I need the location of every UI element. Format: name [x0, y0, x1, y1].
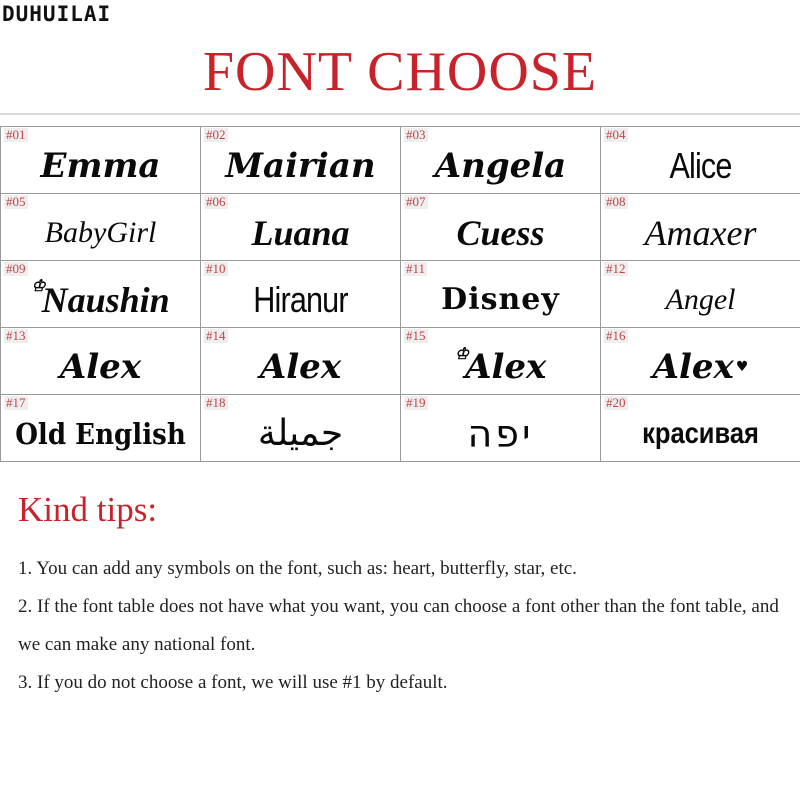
font-number: #12: [606, 261, 626, 276]
font-number: #14: [206, 328, 226, 343]
crown-icon: ♔: [454, 344, 470, 363]
tip-item: 1. You can add any symbols on the font, such as: heart, butterfly, star, etc.: [18, 558, 577, 579]
font-number: #05: [6, 194, 26, 209]
font-number: #17: [6, 395, 26, 410]
font-number: #19: [406, 395, 426, 410]
font-cell: [601, 395, 800, 462]
font-number: #07: [406, 194, 426, 209]
font-cell: [601, 261, 800, 328]
title-divider: [0, 113, 800, 115]
font-cell: [1, 127, 201, 194]
font-row: [1, 194, 800, 261]
font-sample: Mairian: [225, 146, 376, 186]
font-cell: [1, 328, 201, 395]
font-number: #16: [606, 328, 626, 343]
font-number: #04: [606, 127, 626, 142]
font-sample: Luana: [251, 213, 350, 253]
font-number: #18: [206, 395, 226, 410]
font-sample: Old English: [15, 416, 186, 451]
font-sample-text: Alex: [465, 347, 547, 387]
font-table: [0, 126, 800, 462]
tip-item: 3. If you do not choose a font, we will use #1 by default.: [18, 672, 448, 693]
font-cell: [401, 127, 601, 194]
font-sample: יפה: [467, 412, 534, 456]
font-number: #15: [406, 328, 426, 343]
font-cell: [1, 395, 201, 462]
font-row: [1, 261, 800, 328]
font-number: #01: [6, 127, 26, 142]
crown-icon: ♔: [31, 278, 46, 295]
font-cell: [1, 261, 201, 328]
font-cell: [201, 261, 401, 328]
font-sample: [601, 340, 800, 394]
font-sample: جميلة: [257, 413, 344, 454]
font-sample: Amaxer: [644, 213, 757, 253]
font-sample: [1, 273, 200, 327]
brand-watermark: DUHUILAI: [2, 2, 112, 26]
tip-item: 2. If the font table does not have what you want, you can choose a font other than the font table, and we can make any national font.: [18, 596, 779, 655]
font-cell: [401, 261, 601, 328]
font-sample: Cuess: [456, 213, 545, 253]
tips-heading: Kind tips:: [18, 490, 158, 529]
font-sample: Angel: [665, 283, 736, 316]
font-sample: Alex: [259, 347, 342, 387]
font-row: [1, 395, 800, 462]
font-sample-text: Alex: [652, 347, 734, 387]
font-sample: Hiranur: [253, 279, 348, 320]
font-cell: [1, 194, 201, 261]
font-cell: [201, 127, 401, 194]
font-sample: BabyGirl: [44, 216, 157, 249]
font-cell: [401, 194, 601, 261]
font-sample: Emma: [40, 146, 161, 186]
font-cell: [401, 328, 601, 395]
font-number: #10: [206, 261, 226, 276]
font-sample: Alice: [669, 145, 732, 186]
font-cell: [601, 194, 800, 261]
font-number: #13: [6, 328, 26, 343]
font-cell: [201, 395, 401, 462]
font-cell: [201, 328, 401, 395]
font-sample: [401, 340, 600, 394]
font-number: #11: [406, 261, 426, 276]
font-row: [1, 328, 800, 395]
font-sample: Disney: [441, 282, 560, 317]
font-number: #06: [206, 194, 226, 209]
font-number: #02: [206, 127, 226, 142]
font-cell: [601, 127, 800, 194]
font-sample: Angela: [434, 146, 567, 186]
font-number: #03: [406, 127, 426, 142]
font-row: [1, 127, 800, 194]
font-cell: [201, 194, 401, 261]
font-sample: красивая: [642, 417, 759, 450]
font-cell: [401, 395, 601, 462]
font-number: #09: [6, 261, 26, 276]
font-number: #20: [606, 395, 626, 410]
heart-icon: ♥: [735, 359, 749, 375]
font-number: #08: [606, 194, 626, 209]
page-title: FONT CHOOSE: [202, 41, 598, 103]
font-sample-text: Naushin: [41, 280, 170, 320]
font-sample: Alex: [59, 347, 142, 387]
font-cell: [601, 328, 800, 395]
